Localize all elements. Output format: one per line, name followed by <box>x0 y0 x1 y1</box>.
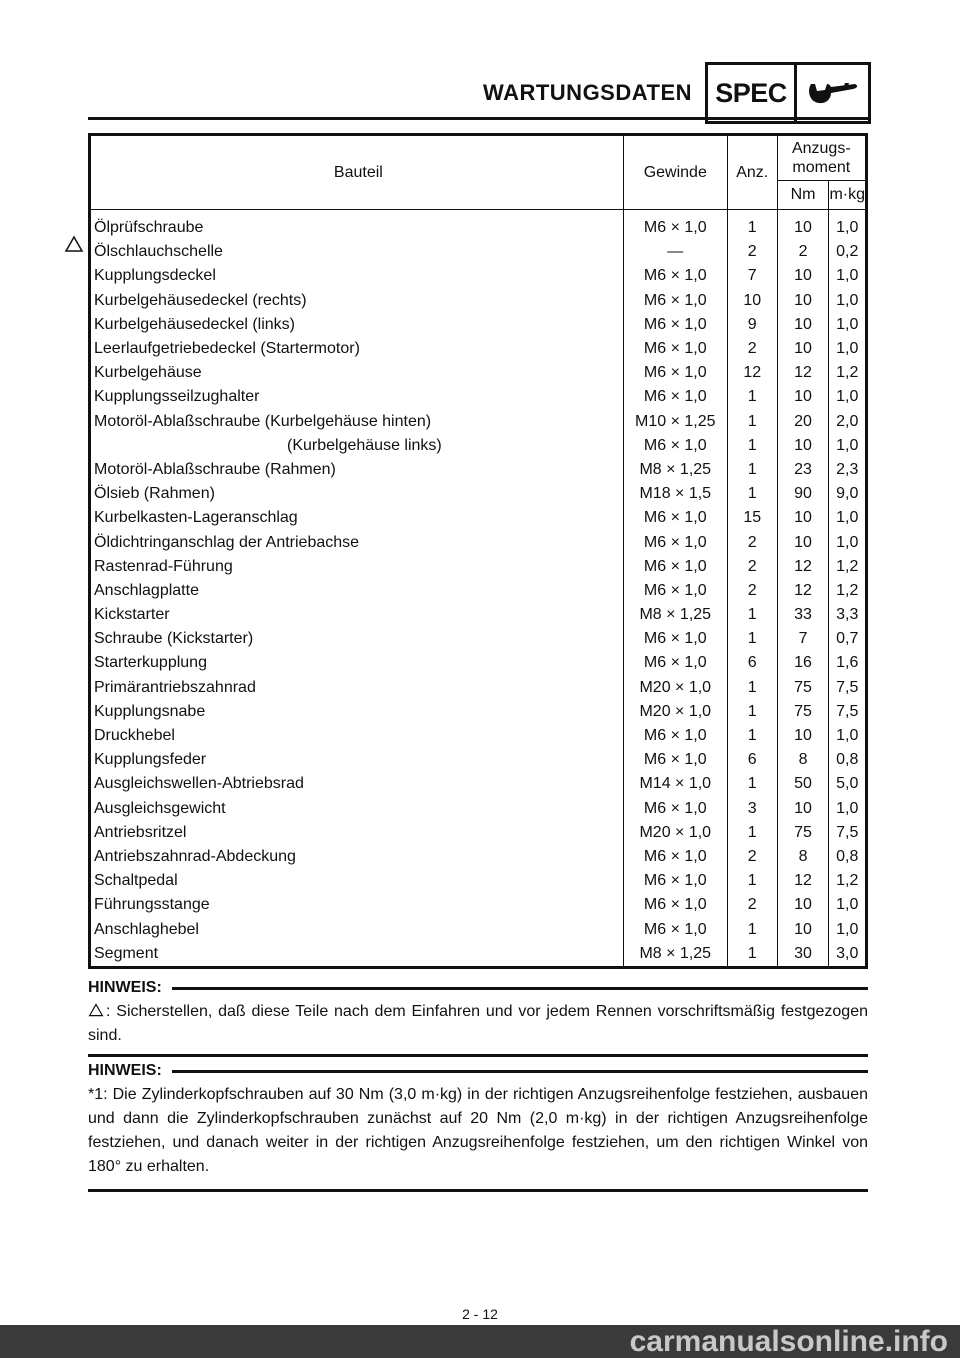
cell-mkg: 3,0 <box>829 942 867 968</box>
cell-qty: 1 <box>727 627 777 651</box>
cell-nm: 10 <box>777 289 829 313</box>
cell-mkg: 1,0 <box>829 313 867 337</box>
cell-nm: 10 <box>777 337 829 361</box>
cell-qty: 1 <box>727 724 777 748</box>
cell-thread: M6 × 1,0 <box>623 210 727 241</box>
table-row <box>90 821 867 845</box>
cell-thread: M6 × 1,0 <box>623 530 727 554</box>
cell-part: Führungsstange <box>94 896 210 914</box>
cell-qty: 1 <box>727 942 777 968</box>
cell-part: Kupplungsdeckel <box>94 267 216 285</box>
cell-thread: M20 × 1,0 <box>623 821 727 845</box>
cell-mkg: 1,0 <box>829 724 867 748</box>
note-2 <box>88 1059 868 1192</box>
cell-thread: — <box>623 240 727 264</box>
note-1-text: : Sicherstellen, daß diese Teile nach dem Einfahren und vor jedem Rennen vorschriftsmäßig festgezogen sind. <box>88 1003 868 1044</box>
cell-qty: 1 <box>727 410 777 434</box>
cell-thread: M6 × 1,0 <box>623 627 727 651</box>
cell-qty: 2 <box>727 337 777 361</box>
cell-qty: 1 <box>727 772 777 796</box>
cell-thread: M6 × 1,0 <box>623 313 727 337</box>
table-row <box>90 676 867 700</box>
cell-thread: M10 × 1,25 <box>623 410 727 434</box>
cell-part: Öldichtringanschlag der Antriebachse <box>94 533 360 551</box>
cell-nm: 16 <box>777 651 829 675</box>
cell-mkg: 0,2 <box>829 240 867 264</box>
cell-mkg: 0,7 <box>829 627 867 651</box>
cell-qty: 1 <box>727 917 777 941</box>
cell-mkg: 1,0 <box>829 797 867 821</box>
cell-part: Primärantriebszahnrad <box>94 678 256 696</box>
cell-mkg: 2,0 <box>829 410 867 434</box>
table-row <box>90 555 867 579</box>
cell-part: Kurbelgehäusedeckel (links) <box>94 315 295 333</box>
cell-qty: 1 <box>727 676 777 700</box>
cell-thread: M6 × 1,0 <box>623 555 727 579</box>
note-1 <box>88 976 868 1057</box>
cell-thread: M6 × 1,0 <box>623 337 727 361</box>
cell-qty: 6 <box>727 651 777 675</box>
cell-part: Rastenrad-Führung <box>94 557 233 575</box>
table-row <box>90 579 867 603</box>
cell-nm: 10 <box>777 724 829 748</box>
table-row <box>90 410 867 434</box>
note-1-body <box>88 1000 868 1048</box>
table-row <box>90 700 867 724</box>
cell-nm: 8 <box>777 845 829 869</box>
cell-mkg: 1,0 <box>829 337 867 361</box>
cell-nm: 10 <box>777 797 829 821</box>
triangle-mark-icon <box>88 1002 104 1018</box>
cell-part: Kurbelgehäuse <box>94 364 202 382</box>
table-row <box>90 506 867 530</box>
page-number: 2 - 12 <box>462 1306 498 1322</box>
table-row <box>90 603 867 627</box>
cell-qty: 7 <box>727 264 777 288</box>
cell-nm: 90 <box>777 482 829 506</box>
table-row <box>90 434 867 458</box>
footer-watermark: carmanualsonline.info <box>0 1325 960 1358</box>
table-row <box>90 264 867 288</box>
cell-qty: 1 <box>727 700 777 724</box>
cell-thread: M6 × 1,0 <box>623 506 727 530</box>
cell-qty: 1 <box>727 821 777 845</box>
cell-nm: 75 <box>777 676 829 700</box>
cell-part: Kurbelgehäusedeckel (rechts) <box>94 291 307 309</box>
cell-part: Anschlagplatte <box>94 581 199 599</box>
cell-mkg: 1,0 <box>829 434 867 458</box>
cell-thread: M6 × 1,0 <box>623 724 727 748</box>
table-row <box>90 385 867 409</box>
cell-mkg: 1,6 <box>829 651 867 675</box>
cell-thread: M6 × 1,0 <box>623 651 727 675</box>
cell-nm: 10 <box>777 506 829 530</box>
cell-qty: 2 <box>727 893 777 917</box>
cell-nm: 20 <box>777 410 829 434</box>
cell-part: Kupplungsfeder <box>94 751 207 769</box>
cell-qty: 1 <box>727 210 777 241</box>
cell-part: Motoröl-Ablaßschraube (Kurbelgehäuse hinten) <box>94 412 432 430</box>
table-row <box>90 210 867 241</box>
cell-part: Starterkupplung <box>94 654 207 672</box>
cell-nm: 12 <box>777 869 829 893</box>
cell-nm: 10 <box>777 530 829 554</box>
note-2-label: HINWEIS: <box>88 1062 162 1079</box>
table-row <box>90 845 867 869</box>
table-row <box>90 772 867 796</box>
cell-mkg: 7,5 <box>829 821 867 845</box>
cell-mkg: 2,3 <box>829 458 867 482</box>
cell-part: Anschlaghebel <box>94 920 199 938</box>
cell-part: Kupplungsnabe <box>94 702 206 720</box>
cell-thread: M6 × 1,0 <box>623 917 727 941</box>
note-1-label: HINWEIS: <box>88 979 162 996</box>
cell-thread: M8 × 1,25 <box>623 603 727 627</box>
cell-qty: 2 <box>727 530 777 554</box>
cell-part: Kurbelkasten-Lageranschlag <box>94 509 298 527</box>
cell-nm: 10 <box>777 264 829 288</box>
cell-thread: M6 × 1,0 <box>623 748 727 772</box>
cell-part: Antriebszahnrad-Abdeckung <box>94 847 296 865</box>
cell-qty: 1 <box>727 603 777 627</box>
cell-mkg: 1,0 <box>829 506 867 530</box>
cell-nm: 12 <box>777 579 829 603</box>
cell-mkg: 1,0 <box>829 289 867 313</box>
cell-part: Ausgleichsgewicht <box>94 799 226 817</box>
cell-nm: 75 <box>777 821 829 845</box>
cell-part: (Kurbelgehäuse links) <box>287 436 442 454</box>
table-row <box>90 482 867 506</box>
cell-qty: 1 <box>727 458 777 482</box>
note-2-text: *1: Die Zylinderkopfschrauben auf 30 Nm (3,0 m·kg) in der richtigen Anzugsreihenfolge festziehen, ausbauen und dann die Zylinderkopfschrauben zunächst auf 20 Nm (2,0 m·kg) in der richtigen Anzugsreihenfolge festziehen, und danach weiter in der richtigen Anzugsreihenfolge festziehen, um den richtigen Winkel von 180° zu erhalten. <box>88 1086 868 1175</box>
cell-nm: 10 <box>777 385 829 409</box>
table-row <box>90 893 867 917</box>
col-header-thread: Gewinde <box>623 135 727 210</box>
cell-mkg: 0,8 <box>829 748 867 772</box>
table-row <box>90 240 867 264</box>
cell-part: Motoröl-Ablaßschraube (Rahmen) <box>94 460 336 478</box>
cell-mkg: 1,2 <box>829 869 867 893</box>
cell-thread: M6 × 1,0 <box>623 845 727 869</box>
cell-part: Antriebsritzel <box>94 823 187 841</box>
cell-part: Segment <box>94 944 159 962</box>
table-row <box>90 627 867 651</box>
col-header-mkg: m·kg <box>829 181 867 210</box>
cell-qty: 1 <box>727 434 777 458</box>
cell-nm: 50 <box>777 772 829 796</box>
cell-mkg: 3,3 <box>829 603 867 627</box>
cell-thread: M18 × 1,5 <box>623 482 727 506</box>
cell-nm: 10 <box>777 893 829 917</box>
wrench-icon <box>797 65 868 121</box>
cell-qty: 1 <box>727 869 777 893</box>
table-row <box>90 337 867 361</box>
cell-part: Leerlaufgetriebedeckel (Startermotor) <box>94 340 360 358</box>
cell-nm: 23 <box>777 458 829 482</box>
cell-nm: 10 <box>777 917 829 941</box>
cell-mkg: 9,0 <box>829 482 867 506</box>
col-header-part: Bauteil <box>333 163 383 181</box>
table-row <box>90 651 867 675</box>
cell-mkg: 1,0 <box>829 210 867 241</box>
cell-nm: 8 <box>777 748 829 772</box>
table-row <box>90 313 867 337</box>
cell-nm: 7 <box>777 627 829 651</box>
col-header-qty: Anz. <box>727 135 777 210</box>
cell-mkg: 1,2 <box>829 555 867 579</box>
cell-part: Druckhebel <box>94 727 175 745</box>
cell-qty: 10 <box>727 289 777 313</box>
cell-part: Ölschlauchschelle <box>94 243 223 261</box>
cell-thread: M20 × 1,0 <box>623 676 727 700</box>
triangle-mark-icon <box>64 234 84 254</box>
table-row <box>90 458 867 482</box>
cell-qty: 6 <box>727 748 777 772</box>
cell-mkg: 1,0 <box>829 917 867 941</box>
cell-nm: 75 <box>777 700 829 724</box>
cell-nm: 33 <box>777 603 829 627</box>
cell-qty: 9 <box>727 313 777 337</box>
cell-mkg: 1,0 <box>829 385 867 409</box>
page-title: WARTUNGSDATEN <box>483 80 692 105</box>
cell-thread: M6 × 1,0 <box>623 361 727 385</box>
cell-qty: 12 <box>727 361 777 385</box>
cell-nm: 12 <box>777 555 829 579</box>
cell-nm: 10 <box>777 434 829 458</box>
cell-mkg: 1,0 <box>829 264 867 288</box>
table-row <box>90 530 867 554</box>
cell-part: Ölprüfschraube <box>94 219 204 237</box>
cell-qty: 2 <box>727 579 777 603</box>
cell-thread: M6 × 1,0 <box>623 434 727 458</box>
cell-mkg: 5,0 <box>829 772 867 796</box>
table-row <box>90 917 867 941</box>
cell-nm: 2 <box>777 240 829 264</box>
torque-table <box>88 133 868 969</box>
cell-nm: 12 <box>777 361 829 385</box>
spec-badge <box>705 62 871 124</box>
cell-thread: M6 × 1,0 <box>623 893 727 917</box>
cell-qty: 15 <box>727 506 777 530</box>
cell-part: Kickstarter <box>94 606 170 624</box>
cell-thread: M6 × 1,0 <box>623 264 727 288</box>
spec-label: SPEC <box>708 65 797 121</box>
cell-qty: 2 <box>727 845 777 869</box>
cell-qty: 2 <box>727 555 777 579</box>
cell-part: Ausgleichswellen-Abtriebsrad <box>94 775 304 793</box>
table-row <box>90 942 867 968</box>
cell-part: Schaltpedal <box>94 872 178 890</box>
cell-mkg: 1,2 <box>829 579 867 603</box>
cell-mkg: 7,5 <box>829 700 867 724</box>
col-header-nm: Nm <box>777 181 829 210</box>
cell-thread: M14 × 1,0 <box>623 772 727 796</box>
cell-nm: 10 <box>777 313 829 337</box>
cell-thread: M8 × 1,25 <box>623 942 727 968</box>
cell-thread: M6 × 1,0 <box>623 797 727 821</box>
table-row <box>90 361 867 385</box>
cell-qty: 2 <box>727 240 777 264</box>
cell-qty: 1 <box>727 482 777 506</box>
cell-nm: 30 <box>777 942 829 968</box>
cell-thread: M20 × 1,0 <box>623 700 727 724</box>
cell-mkg: 7,5 <box>829 676 867 700</box>
table-row <box>90 289 867 313</box>
table-row <box>90 797 867 821</box>
table-row <box>90 724 867 748</box>
col-header-torque: Anzugs- moment <box>777 135 866 181</box>
cell-thread: M8 × 1,25 <box>623 458 727 482</box>
cell-mkg: 0,8 <box>829 845 867 869</box>
cell-mkg: 1,2 <box>829 361 867 385</box>
cell-part: Schraube (Kickstarter) <box>94 630 254 648</box>
table-row <box>90 869 867 893</box>
cell-qty: 3 <box>727 797 777 821</box>
table-row <box>90 748 867 772</box>
cell-nm: 10 <box>777 210 829 241</box>
cell-qty: 1 <box>727 385 777 409</box>
cell-thread: M6 × 1,0 <box>623 579 727 603</box>
cell-thread: M6 × 1,0 <box>623 869 727 893</box>
cell-part: Ölsieb (Rahmen) <box>94 485 215 503</box>
cell-mkg: 1,0 <box>829 893 867 917</box>
cell-thread: M6 × 1,0 <box>623 289 727 313</box>
cell-thread: M6 × 1,0 <box>623 385 727 409</box>
cell-part: Kupplungsseilzughalter <box>94 388 260 406</box>
cell-mkg: 1,0 <box>829 530 867 554</box>
